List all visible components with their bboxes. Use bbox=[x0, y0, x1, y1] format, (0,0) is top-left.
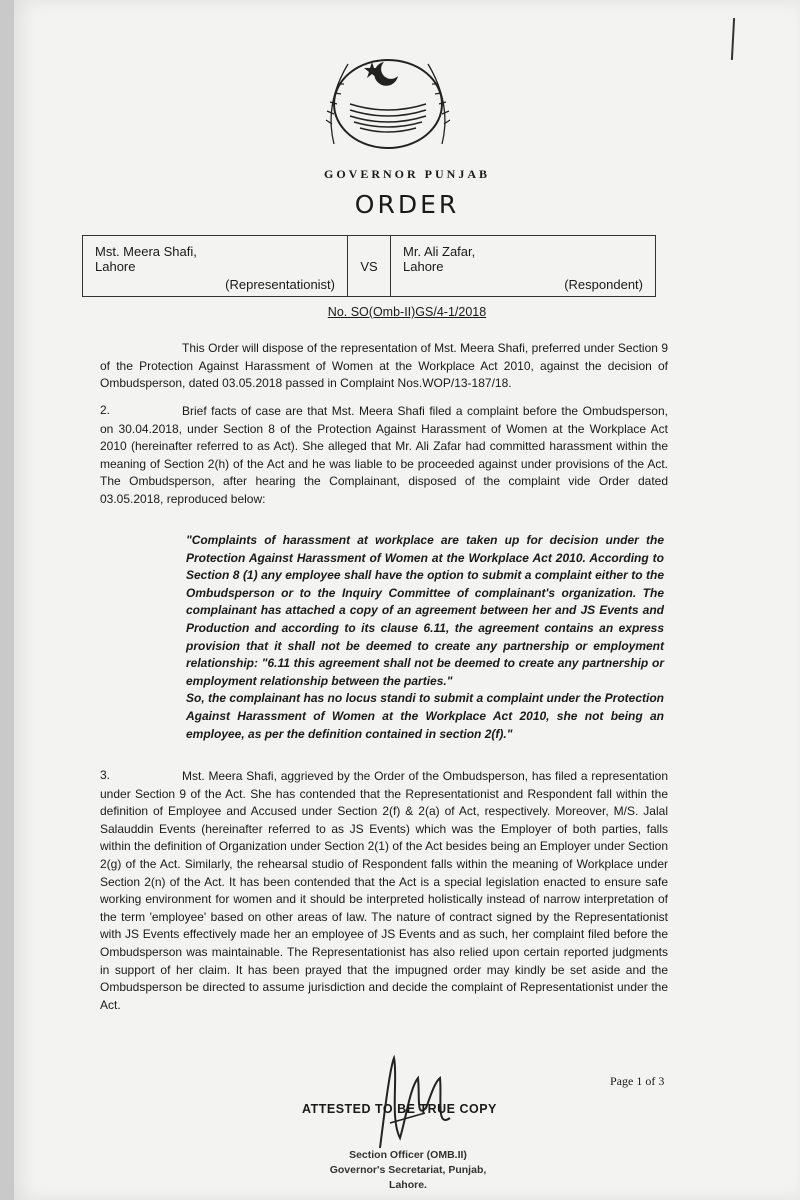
attested-stamp: ATTESTED TO BE TRUE COPY bbox=[302, 1102, 497, 1116]
versus-label: VS bbox=[348, 236, 391, 297]
parties-table bbox=[82, 235, 656, 297]
pen-mark bbox=[731, 18, 735, 60]
representationist-name: Mst. Meera Shafi, bbox=[95, 244, 197, 259]
issuing-authority: GOVERNOR PUNJAB bbox=[323, 167, 490, 181]
respondent-role: (Respondent) bbox=[564, 277, 643, 292]
city-line: Lahore. bbox=[389, 1179, 427, 1191]
quoted-order-part-1: "Complaints of harassment at workplace are taken up for decision under the Protection Against Harassment of Women at the Workplace Act 2010. According to Section 8 (1) any employee shall have the option to submit a complaint either to the Ombudsperson or to the Inquiry Committee of complainant's organization. The complainant has attached a copy of an agreement between her and JS Events and Production and according to its clause 6.11, the agreement contains an express provision that it shall not be deemed to create any partnership or employment relationship: "6.11 this agreement shall not be deemed to create any partnership or employment relationship between the parties." bbox=[186, 533, 664, 688]
paragraph-2: Brief facts of case are that Mst. Meera Shafi filed a complaint before the Ombudsperson, on 30.04.2018, under Section 8 of the Protection Against Harassment of Women at the Workplace Act 2010 (hereinafter referred to as Act). She alleged that Mr. Ali Zafar had committed harassment within the meaning of Section 2(h) of the Act and he was liable to be proceeded against under provisions of the Act. The Ombudsperson, after hearing the Complainant, disposed of the complaint vide Order dated 03.05.2018, reproduced below: bbox=[100, 404, 668, 506]
document-title: ORDER bbox=[354, 190, 460, 219]
representationist-city: Lahore bbox=[95, 259, 136, 274]
respondent-cell bbox=[391, 236, 656, 297]
document-page bbox=[14, 0, 800, 1200]
punjab-emblem-logo bbox=[314, 44, 462, 160]
respondent-city: Lahore bbox=[403, 259, 444, 274]
page-number: Page 1 of 3 bbox=[610, 1074, 665, 1088]
paragraph-3-number: 3. bbox=[100, 768, 111, 782]
officer-line: Section Officer (OMB.II) bbox=[349, 1149, 467, 1161]
paragraph-3: Mst. Meera Shafi, aggrieved by the Order of the Ombudsperson, has filed a representation under Section 9 of the Act. She has contended that the Representationist and Respondent fall within the definition of Employee and Accused under Section 2(f) & 2(a) of Act, respectively. Moreover, M/S. Jalal Salauddin Events (hereinafter referred to as JS Events) which was the Employer of both parties, falls within the definition of Organization under Section 2(1) of the Act besides being an Employer under Section 2(g) of the Act. Similarly, the rehearsal studio of Respondent falls within the meaning of Workplace under Section 2(n) of the Act. It has been contended that the Act is a special legislation enacted to ensure safe working environment for women and it should be interpreted holistically instead of narrow interpretation of the term 'employee' based on other areas of law. The nature of contract signed by the Representationist with JS Events effectively made her an employee of JS Events and as such, her complaint filed before the Ombudsperson was maintainable. The Representationist has also relied upon certain reported judgments in support of her claim. It has been prayed that the impugned order may kindly be set aside and the Ombudsperson be directed to assume jurisdiction and decide the complaint of Representationist under the Act. bbox=[100, 769, 668, 1012]
respondent-name: Mr. Ali Zafar, bbox=[403, 244, 476, 259]
reference-number: No. SO(Omb-II)GS/4-1/2018 bbox=[327, 305, 487, 319]
secretariat-line: Governor's Secretariat, Punjab, bbox=[329, 1164, 487, 1176]
representationist-cell bbox=[83, 236, 348, 297]
quoted-order-part-2: So, the complainant has no locus standi to submit a complaint under the Protection Against Harassment of Women at the Workplace Act 2010, she not being an employee, as per the definition contained in section 2(f)." bbox=[186, 691, 664, 741]
quoted-order bbox=[186, 532, 664, 743]
signatory-block bbox=[298, 1148, 518, 1193]
paragraph-1: This Order will dispose of the representation of Mst. Meera Shafi, preferred under Section 9 of the Protection Against Harassment of Women at the Workplace Act 2010, against the decision of Ombudsperson, dated 03.05.2018 passed in Complaint Nos.WOP/13-187/18. bbox=[100, 341, 668, 391]
representationist-role: (Representationist) bbox=[225, 277, 335, 292]
paragraph-2-number: 2. bbox=[100, 403, 111, 417]
